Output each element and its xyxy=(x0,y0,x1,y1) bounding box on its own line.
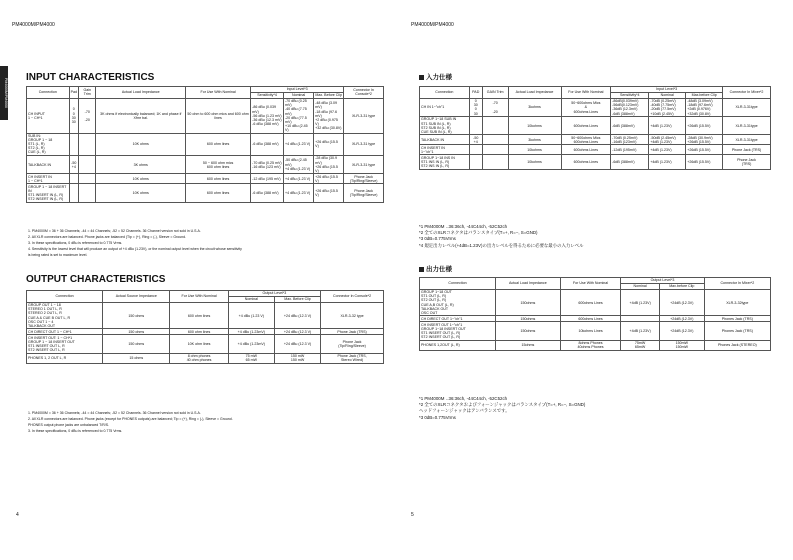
cell-pad: -50 +4 xyxy=(469,135,482,145)
table-row xyxy=(420,289,771,316)
cell-level: 75mW 65mW xyxy=(621,340,660,350)
cell-max: -28dB (30.9mV) +26dB (15.5V) xyxy=(686,135,723,145)
table-row xyxy=(420,145,771,155)
cell-nominal: 50 ohm to 600 ohm mics and 600 ohm lines xyxy=(186,98,251,133)
col-input-level: Input Level*3 xyxy=(611,87,723,93)
cell-gain xyxy=(482,155,508,169)
cell-connector: Phone Jack (Tip/Ring/Sleeve) xyxy=(344,174,384,184)
cell-connection: GROUP 1~18 OUT ST1 OUT (L, R) ST2 OUT (L, R) CUE A,B OUT (L, R) TALKBACK OUT OSC OUT xyxy=(420,289,496,316)
cell-max: +24dB (12.3V) xyxy=(659,289,704,316)
cell-pad: 0 30 0 30 xyxy=(469,98,482,116)
square-bullet-icon xyxy=(419,267,424,272)
table-row xyxy=(420,117,771,135)
cell-nominal: 600ohms Lines xyxy=(560,316,621,322)
output-notes xyxy=(28,410,233,434)
note: is being rated is set to maximum level. xyxy=(28,253,88,257)
note: 4. Sensitivity is the lowest level that will produce an output of +4 dBu (1.23V), or the nominal output level when the circuit whose sensitivity xyxy=(28,247,242,251)
input-characteristics-title: INPUT CHARACTERISTICS xyxy=(26,72,155,83)
side-tab: PM4000M/PM4000 xyxy=(0,66,8,120)
cell-connector: XLR-3-31type xyxy=(723,98,771,116)
output-spec-title xyxy=(419,264,452,273)
cell-source: 150 ohms xyxy=(103,302,170,329)
cell-connection: CH INSERT OUT 1~"ch"1 GROUP 1~18 INSERT OUT ST1 INSERT OUT (L, R) ST2 INSERT OUT (L, R) xyxy=(420,322,496,340)
cell-max: +24 dBu (12.3 V) xyxy=(274,335,320,353)
cell-source: 15 ohms xyxy=(103,353,170,363)
table-row xyxy=(420,135,771,145)
cell-max: -28 dBu (30.9 mV) +26 dBu (15.5 V) xyxy=(314,156,344,174)
cell-connection: PHONES 1,2OUT (L, R) xyxy=(420,340,496,350)
cell-sensitivity: -6 dBu (388 mV) xyxy=(251,133,284,155)
table-row xyxy=(27,335,384,353)
output-spec-title-text: 出力仕様 xyxy=(426,266,452,273)
cell-level: +4 dBu (1.23mV) xyxy=(228,335,274,353)
table-row xyxy=(420,155,771,169)
cell-connector: Phone Jack (TRS) xyxy=(723,145,771,155)
table-row xyxy=(27,184,384,202)
input-notes-jp xyxy=(419,224,583,249)
cell-nominal: 50 ~ 600 ohm mics 600 ohm lines xyxy=(186,156,251,174)
cell-sensitivity: -6 dBu (388 mV) xyxy=(251,184,284,202)
note: *2 全てのXLRコネクタおよびフォーンジャックはバランスタイプ(T=+, R=−, S=GND) xyxy=(419,402,586,408)
col-pad: Pad xyxy=(69,87,78,99)
note: 1. PM4000M = 36 + 36 Channels; -44 = 44 Channels; -52 = 52 Channels. 36 Channel version not sold in U.S.A. xyxy=(28,229,201,233)
col-connector: Connector In Console*2 xyxy=(344,87,384,99)
cell-connection: SUB IN: GROUP 1 ~ 18 ST1 (L, R) ST2 (L, R) CUE (L, R) xyxy=(27,133,70,155)
cell-level: +4dB (1.23V) xyxy=(649,145,686,155)
table-row xyxy=(420,340,771,350)
running-header: PM4000M/PM4000 xyxy=(411,22,454,28)
cell-max: +26 dBu (15.5 V) xyxy=(314,133,344,155)
cell-connector: Phone Jack (TRS, Stereo Wired) xyxy=(321,353,384,363)
cell-connection: CH INSERT OUT: 1 ~ CH*1 GROUP 1 ~ 18 INSERT OUT ST1 INSERT OUT L, R ST2 INSERT OUT L, R xyxy=(27,335,103,353)
col-max-before-clip: Max. Before Clip xyxy=(274,296,320,302)
col-gain-trim: Gain Trim xyxy=(78,87,96,99)
col-output-level: Output Level*3 xyxy=(228,291,320,297)
table-row xyxy=(420,322,771,340)
cell-nominal: 50~600ohms Mics & 600ohms Lines xyxy=(561,98,611,116)
cell-gain xyxy=(482,145,508,155)
col-for-use-with: For Use With Nominal xyxy=(560,278,621,290)
col-output-level: Output Level*3 xyxy=(621,278,704,284)
col-sensitivity: Sensitivity*4 xyxy=(611,92,649,98)
col-max-before-clip: Max.before Clip xyxy=(686,92,723,98)
cell-level: +4 dBu (1.23 V) xyxy=(283,174,313,184)
cell-connector: XLR-3-31 type xyxy=(344,156,384,174)
cell-pad xyxy=(469,155,482,169)
cell-connection: TALKBACK IN xyxy=(420,135,470,145)
cell-connector: XLR-3-31 type xyxy=(344,98,384,133)
note: 3. In these specifications, 0 dBu is referenced to 0.775 Vrms. xyxy=(28,429,123,433)
col-connector: Connector In Mixer*2 xyxy=(723,87,771,99)
cell-nominal: 600 ohm lines xyxy=(170,302,228,329)
cell-pad xyxy=(69,133,78,155)
cell-connector: Phones Jack (STEREO) xyxy=(704,340,770,350)
cell-level: -70dB (0.25mV) -40dB (7.75mV) -20dB (77.5mV) +10dB (2.45V) xyxy=(649,98,686,116)
cell-nominal: 10K ohm lines xyxy=(170,335,228,353)
cell-max: +24 dBu (12.3 V) xyxy=(274,302,320,329)
note: 2. All XLR connectors are balanced. Phone jacks (except for PHONES outputs) are balanced; Tip = (+), Ring = (-), Sleeve = Ground. xyxy=(28,417,233,421)
cell-gain xyxy=(78,156,96,174)
cell-nominal: 600 ohm lines xyxy=(186,133,251,155)
note: *1 PM4000M ‥36:36ch, -44C44ch, -52C52ch xyxy=(419,224,508,229)
cell-connection: GROUP 1 ~ 18 INSERT IN ST1 INSERT IN (L, R) ST2 INSERT IN (L, R) xyxy=(27,184,70,202)
col-max-before-clip: Max. Before Clip xyxy=(315,93,342,98)
cell-pad: -50 +4 xyxy=(69,156,78,174)
cell-connector: XLR-3-32 type xyxy=(321,302,384,329)
cell-max: +26 dBu (15.5 V) xyxy=(314,174,344,184)
col-for-use-with: For Use With Nominal xyxy=(561,87,611,99)
cell-max: +26dB (15.5V) xyxy=(686,145,723,155)
cell-gain xyxy=(78,174,96,184)
table-row xyxy=(27,156,384,174)
cell-load: 10kohms xyxy=(508,145,561,155)
cell-load: 3K ohms xyxy=(96,156,186,174)
col-connector: Connector In Console*2 xyxy=(321,291,384,303)
cell-max: -48dB (3.09mV) -18dB (97.6mV) +2dB (0.976V) +32dB (30.8V) xyxy=(686,98,723,116)
cell-nominal: 600ohms Lines xyxy=(561,145,611,155)
cell-connection: CH IN 1~"ch"1 xyxy=(420,98,470,116)
cell-connection: CH DIRECT OUT 1 ~ CH*1 xyxy=(27,329,103,335)
col-nominal: Nominal xyxy=(649,92,686,98)
note: 3. In these specifications, 0 dBu is referenced to 0.775 Vrms. xyxy=(28,241,123,245)
cell-max: +24dB (12.3V) xyxy=(659,322,704,340)
col-actual-load: Actual Load Impedance xyxy=(508,87,561,99)
input-notes xyxy=(28,228,242,258)
col-actual-load: Actual Load Impedance xyxy=(96,87,186,99)
input-table xyxy=(26,86,384,203)
cell-nominal: 600ohms Lines xyxy=(561,117,611,135)
cell-gain xyxy=(78,184,96,202)
cell-connector: Phone Jack (Tip/Ring/Sleeve) xyxy=(344,184,384,202)
cell-load: 10kohms xyxy=(508,117,561,135)
cell-max: +24dB (12.3V) xyxy=(659,316,704,322)
input-table-jp xyxy=(419,86,771,170)
cell-level: 75 mW 65 mW xyxy=(228,353,274,363)
square-bullet-icon xyxy=(419,75,424,80)
cell-load: 10K ohms xyxy=(96,184,186,202)
page-number: 4 xyxy=(16,512,19,518)
cell-load: 3K ohms if electronically balanced; 1K and phase if Xfmr bal. xyxy=(96,98,186,133)
output-table xyxy=(26,290,384,364)
cell-gain: -70 -20 xyxy=(78,98,96,133)
cell-connector: Phone Jack (Tip/Ring/Sleeve) xyxy=(321,335,384,353)
note: *1 PM4000M ‥36:36ch, -44C44ch, -52C52ch xyxy=(419,396,508,401)
cell-connection: TALKBACK IN xyxy=(27,156,70,174)
cell-source: 150ohms xyxy=(495,322,560,340)
cell-source: 150ohms xyxy=(495,289,560,316)
cell-sensitivity: -12 dBu (195 mV) xyxy=(251,174,284,184)
cell-nominal: 600 ohm lines xyxy=(186,174,251,184)
col-gain: GAIN Trim xyxy=(482,87,508,99)
col-for-use-with: For Use With Nominal xyxy=(186,87,251,99)
cell-pad xyxy=(69,174,78,184)
cell-max: -48 dBu (3.09 mV) -18 dBu (97.6 mV) +2 dBu (0.975 V) +32 dBu (30.8V) xyxy=(314,98,344,133)
col-for-use-with: For Use With Nominal xyxy=(170,291,228,303)
cell-pad xyxy=(69,184,78,202)
cell-sensitivity: -70 dBu (0.25 mV) -16 dBu (123 mV) xyxy=(251,156,284,174)
cell-connection: GROUP OUT 1 ~ 18 STEREO 1 OUT L, R STEREO 2 OUT L, R CUE A & CUE B OUT L, R OSC OUT 1 ~ 4 TALKBACK OUT xyxy=(27,302,103,329)
cell-source: 15ohms xyxy=(495,340,560,350)
cell-connector: Phone Jack (TRS) xyxy=(321,329,384,335)
table-row xyxy=(27,353,384,363)
cell-level: +4dB (1.23V) xyxy=(621,289,660,316)
cell-nominal: 8ohms Phones 40ohms Phones xyxy=(560,340,621,350)
cell-nominal: 600 ohm lines xyxy=(186,184,251,202)
note: *2 全てのXLRコネクタはバランスタイプ(T=+, R=−, S=GND) xyxy=(419,230,538,236)
cell-connection: CH INSERT IN 1~"ch"1 xyxy=(420,145,470,155)
cell-connection: CH INSERT IN 1 ~ CH*1 xyxy=(27,174,70,184)
cell-sensitivity: -86dB(0.039mV) -56dB(0.123mV) -36dB (12.3mV) -6dB (388mV) xyxy=(611,98,649,116)
table-row xyxy=(27,133,384,155)
cell-pad: 0 0 30 30 xyxy=(69,98,78,133)
cell-gain xyxy=(482,117,508,135)
col-connection: Connection xyxy=(420,87,470,99)
table-row xyxy=(27,174,384,184)
col-source-impedance: Actual Source Impedance xyxy=(103,291,170,303)
note: *3 0dB=0.775Vrms xyxy=(419,414,456,420)
cell-connector: XLR-3-32type xyxy=(704,289,770,316)
cell-max: +24 dBu (12.3 V) xyxy=(274,329,320,335)
cell-nominal: 600 ohm lines xyxy=(170,329,228,335)
cell-connector: Phones Jack (TRS) xyxy=(704,322,770,340)
col-pad: PAD xyxy=(469,87,482,99)
output-table-jp xyxy=(419,277,771,351)
cell-connector: Phones Jack (TRS) xyxy=(704,316,770,322)
note: *3 0dB=0.775Vrms xyxy=(419,236,456,242)
cell-gain: -70 -20 xyxy=(482,98,508,116)
col-connector: Connector In Mixer*2 xyxy=(704,278,770,290)
cell-source: 150 ohms xyxy=(103,329,170,335)
cell-level: +4dB (1.23V) xyxy=(649,117,686,135)
cell-connection: CH INPUT 1 ~ CH*1 xyxy=(27,98,70,133)
cell-sensitivity: -12dB (195mV) xyxy=(611,145,649,155)
cell-load: 10kohms xyxy=(508,155,561,169)
input-spec-title xyxy=(419,72,452,81)
cell-level: +4 dBu (1.23 V) xyxy=(283,133,313,155)
col-nominal: Nominal xyxy=(228,296,274,302)
table-row xyxy=(420,98,771,116)
output-characteristics-title: OUTPUT CHARACTERISTICS xyxy=(26,274,166,285)
cell-load: 3kohms xyxy=(508,135,561,145)
cell-connection: GROUP 1~18 INS IN ST1 INS IN (L, R) ST2 INS IN (L, R) xyxy=(420,155,470,169)
cell-gain xyxy=(482,135,508,145)
note: ヘッドフォーンジャックはアンバランスです。 xyxy=(419,408,510,414)
cell-level: +4dB (1.23V) xyxy=(649,155,686,169)
note: *4 規定出力レベル(+4dB=1.23V)の出力レベルを得るために必要な最小の入力レベル xyxy=(419,242,584,248)
cell-nominal: 50~600ohms Mics 600ohms Lines xyxy=(561,135,611,145)
cell-pad xyxy=(469,145,482,155)
cell-connection: GROUP 1~18 SUB IN ST1 SUB IN (L, R) ST2 SUB IN (L, R) CUE SUB IN (L, R) xyxy=(420,117,470,135)
cell-load: 10K ohms xyxy=(96,174,186,184)
cell-max: +26dB (15.5V) xyxy=(686,155,723,169)
running-header: PM4000M/PM4000 xyxy=(12,22,55,28)
cell-level: +4 dBu (1.23 V) xyxy=(228,302,274,329)
page-number: 5 xyxy=(411,512,414,518)
col-nominal: Nominal xyxy=(621,283,660,289)
cell-max: 150mW 150mW xyxy=(659,340,704,350)
cell-max: +26 dBu (15.5 V) xyxy=(314,184,344,202)
cell-pad xyxy=(469,117,482,135)
cell-max: 150 mW 150 mW xyxy=(274,353,320,363)
cell-connector: XLR-3-31type xyxy=(723,117,771,135)
cell-load: 3kohms xyxy=(508,98,561,116)
cell-nominal: 10kohms Lines xyxy=(560,322,621,340)
col-max-before-clip: Max.before Clip xyxy=(659,283,704,289)
cell-gain xyxy=(78,133,96,155)
cell-sensitivity: -6dB (388mV) xyxy=(611,155,649,169)
col-sensitivity: Sensitivity*4 xyxy=(251,92,284,98)
cell-nominal: 8 ohm phones 40 ohm phones xyxy=(170,353,228,363)
col-input-level: Input Level*3 xyxy=(251,87,344,93)
cell-level: -50 dBu (2.45 mV) +4 dBu (1.23 V) xyxy=(283,156,313,174)
output-notes-jp xyxy=(419,396,585,421)
input-spec-title-text: 入力仕様 xyxy=(426,74,452,81)
cell-level: -70 dBu (0.25 mV) -40 dBu (7.75 mV) -20 dBu (77.5 mV) +10 dBu (2.45 V) xyxy=(283,98,313,133)
cell-connector: XLR-3-31type xyxy=(723,135,771,145)
cell-nominal: 600ohms Lines xyxy=(561,155,611,169)
cell-nominal: 600ohms Lines xyxy=(560,289,621,316)
cell-source: 150 ohms xyxy=(103,335,170,353)
cell-level: -50dB (2.45mV) +4dB (1.23V) xyxy=(649,135,686,145)
cell-level: +4dB (1.23V) xyxy=(621,322,660,340)
page-right xyxy=(397,0,793,560)
cell-level: +4 dBu (1.23mV) xyxy=(228,329,274,335)
col-connection: Connection xyxy=(27,87,70,99)
col-nominal: Nominal xyxy=(283,92,313,98)
cell-connection: PHONES 1, 2 OUT L, R xyxy=(27,353,103,363)
table-row xyxy=(27,302,384,329)
note: 2. All XLR connectors are balanced. Phone jacks are balanced (Tip = (+), Ring = (-), Sleeve = Ground. xyxy=(28,235,187,239)
cell-connector: Phone Jack (TRS) xyxy=(723,155,771,169)
cell-sensitivity: -6dB (388mV) xyxy=(611,117,649,135)
note: 1. PM4000M = 36 + 36 Channels; -44 = 44 Channels; -52 = 52 Channels. 36 Channel version not sold in U.S.A. xyxy=(28,411,201,415)
cell-connection: CH DIRECT OUT 1~"ch"1 xyxy=(420,316,496,322)
page-left xyxy=(0,0,396,560)
cell-max: +26dB (15.5V) xyxy=(686,117,723,135)
cell-source: 150ohms xyxy=(495,316,560,322)
cell-level: +4 dBu (1.23 V) xyxy=(283,184,313,202)
cell-sensitivity: -86 dBu (0.039 mV) -56 dBu (1.23 mV) -36 dBu (12.3 mV) -6 dBu (388 mV) xyxy=(251,98,284,133)
cell-load: 10K ohms xyxy=(96,133,186,155)
note: PHONES output phone jacks are unbalanced T/R/S. xyxy=(28,423,110,427)
table-row xyxy=(27,98,384,133)
col-connection: Connection xyxy=(27,291,103,303)
col-source-impedance: Actual Load Impedance xyxy=(495,278,560,290)
cell-sensitivity: -70dB (0.25mV) -16dB (123mV) xyxy=(611,135,649,145)
col-connection: Connection xyxy=(420,278,496,290)
cell-connector: XLR-3-31 type xyxy=(344,133,384,155)
